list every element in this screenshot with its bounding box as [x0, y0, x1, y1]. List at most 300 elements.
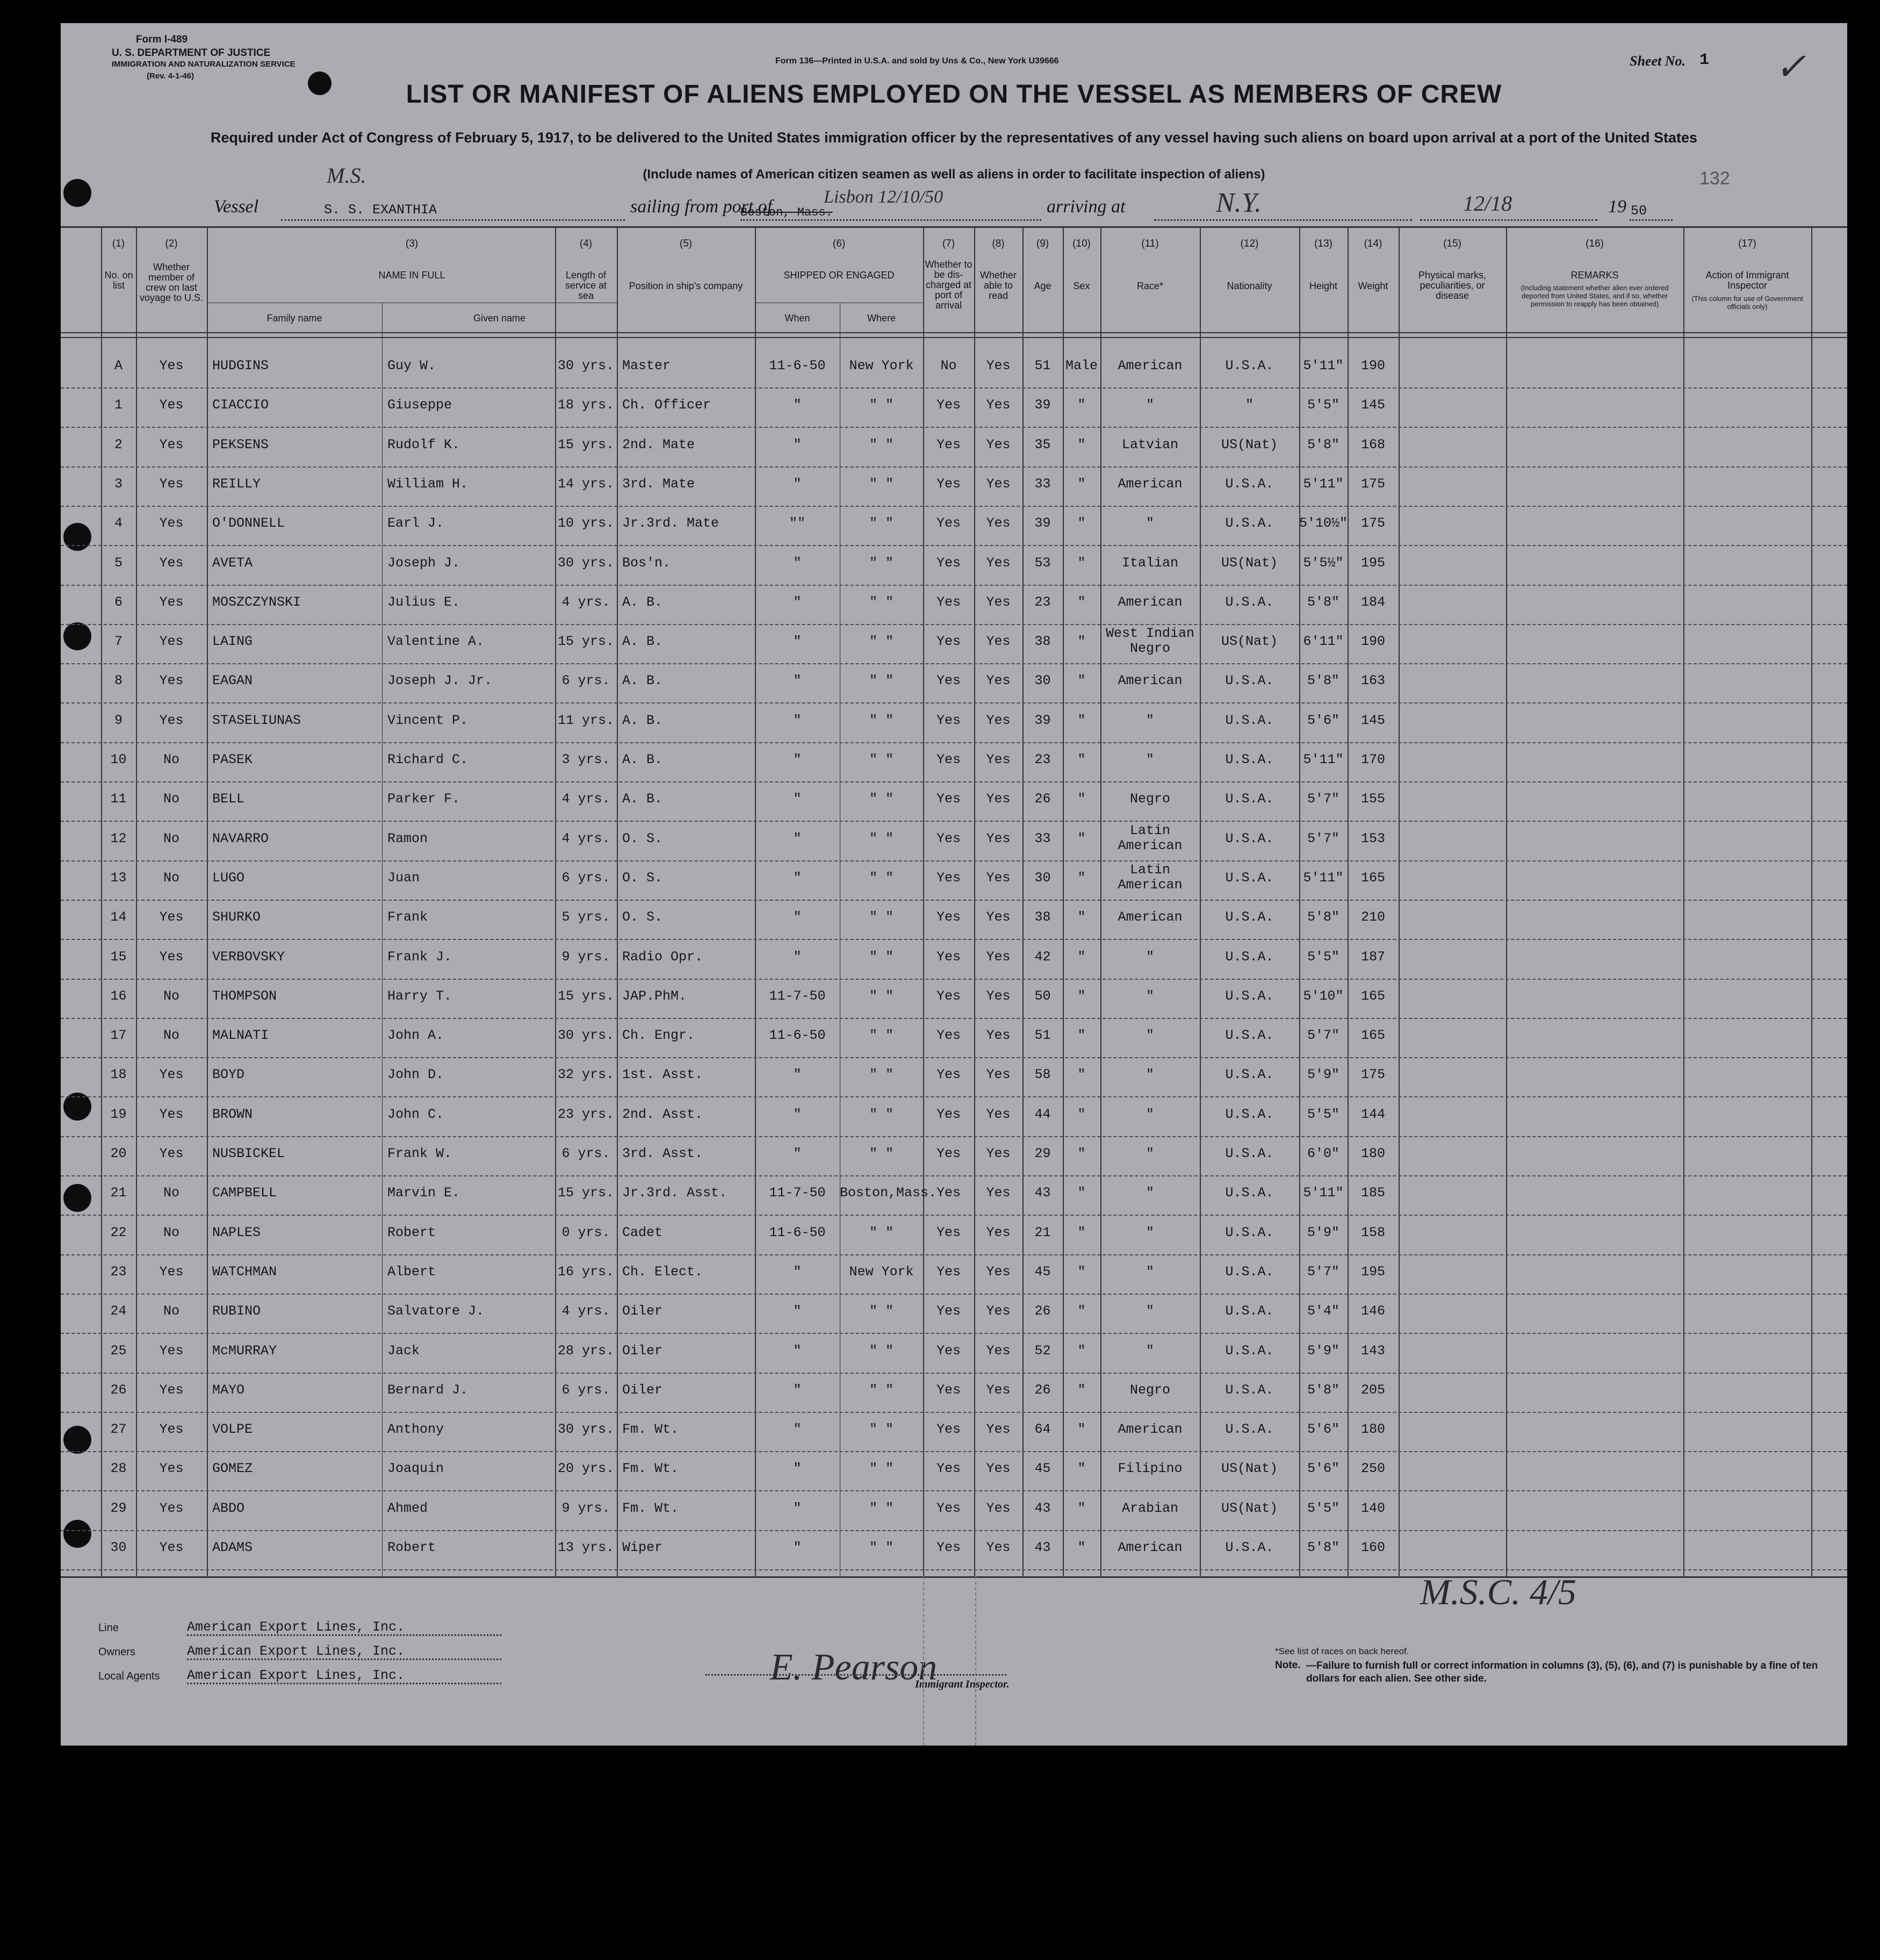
inspector-signature: E. Pearson [770, 1647, 938, 1688]
cell-given-name: William H. [387, 476, 469, 492]
cell-weight: 175 [1360, 476, 1385, 492]
cell-length-of-service: 4 yrs. [561, 594, 610, 610]
cell-sex: " [1077, 673, 1086, 689]
cell-length-of-service: 13 yrs. [557, 1540, 615, 1555]
cell-family-name: PEKSENS [212, 436, 269, 453]
cell-nationality: U.S.A. [1225, 1540, 1274, 1555]
table-row [61, 742, 1847, 782]
cell-height: 5'5½" [1303, 555, 1344, 571]
cell-position: Oiler [622, 1303, 663, 1319]
cell-nationality: U.S.A. [1225, 1067, 1274, 1083]
cell-nationality: US(Nat) [1221, 1461, 1278, 1477]
cell-given-name: Frank J. [387, 949, 452, 965]
cell-shipped-when: " [793, 870, 802, 886]
cell-prev-voyage: Yes [159, 397, 184, 413]
cell-shipped-when: 11-7-50 [769, 988, 826, 1004]
cell-length-of-service: 6 yrs. [561, 870, 610, 886]
cell-age: 26 [1034, 1303, 1051, 1319]
cell-able-to-read: Yes [986, 909, 1011, 925]
sheet-label: Sheet No. [1630, 53, 1685, 69]
cell-row-number: 23 [110, 1263, 127, 1280]
cell-given-name: Salvatore J. [387, 1303, 485, 1319]
col-header-physical: Physical marks, peculiarities, or disease [1418, 270, 1487, 301]
cell-nationality: U.S.A. [1225, 1146, 1274, 1161]
cell-race: American [1118, 1421, 1183, 1438]
table-row [61, 1018, 1847, 1058]
cell-row-number: 30 [110, 1540, 127, 1555]
cell-nationality: U.S.A. [1225, 673, 1274, 689]
cell-given-name: Rudolf K. [387, 436, 460, 453]
cell-weight: 144 [1360, 1106, 1385, 1122]
table-row [61, 348, 1847, 389]
cell-position: A. B. [622, 712, 663, 728]
col-header-shipped: SHIPPED OR ENGAGED [783, 270, 895, 281]
cell-sex: " [1077, 752, 1086, 767]
cell-shipped-where: " " [869, 1461, 894, 1477]
cell-given-name: Robert [387, 1540, 436, 1555]
cell-prev-voyage: No [163, 870, 179, 886]
cell-discharged: Yes [936, 476, 961, 492]
cell-discharged: Yes [936, 1185, 961, 1201]
cell-height: 5'5" [1307, 397, 1339, 413]
cell-nationality: U.S.A. [1225, 1224, 1274, 1240]
cell-row-number: 20 [110, 1146, 127, 1161]
cell-age: 23 [1034, 594, 1051, 610]
cell-shipped-when: 11-7-50 [769, 1185, 826, 1201]
cell-family-name: LUGO [212, 870, 245, 886]
cell-discharged: Yes [936, 1540, 961, 1555]
cell-length-of-service: 15 yrs. [557, 1185, 615, 1201]
cell-sex: " [1077, 1342, 1086, 1359]
cell-sex: " [1077, 1461, 1086, 1477]
cell-age: 51 [1034, 1028, 1051, 1044]
cell-height: 5'6" [1307, 712, 1339, 728]
cell-family-name: REILLY [212, 476, 261, 492]
cell-shipped-when: " [793, 712, 802, 728]
cell-row-number: 26 [110, 1382, 127, 1398]
inspector-label: Immigrant Inspector. [915, 1678, 1010, 1690]
cell-sex: " [1077, 830, 1086, 846]
cell-weight: 195 [1360, 555, 1385, 571]
cell-family-name: VOLPE [212, 1421, 253, 1438]
cell-height: 5'7" [1307, 1263, 1339, 1280]
cell-shipped-where: " " [869, 1382, 894, 1398]
cell-weight: 180 [1360, 1146, 1385, 1161]
cell-row-number: 19 [110, 1106, 127, 1122]
cell-weight: 184 [1360, 594, 1385, 610]
cell-nationality: U.S.A. [1225, 594, 1274, 610]
col-header-nationality: Nationality [1227, 281, 1272, 291]
table-row [61, 1294, 1847, 1334]
cell-able-to-read: Yes [986, 1224, 1011, 1240]
cell-nationality: U.S.A. [1225, 1342, 1274, 1359]
cell-given-name: Juan [387, 870, 420, 886]
cell-race: " [1146, 1028, 1154, 1044]
cell-given-name: Joseph J. Jr. [387, 673, 493, 689]
cell-shipped-when: " [793, 436, 802, 453]
cell-age: 23 [1034, 752, 1051, 767]
cell-sex: " [1077, 1303, 1086, 1319]
col-header-discharged: Whether to be dis-charged at port of arrival [925, 259, 973, 311]
cell-prev-voyage: Yes [159, 1500, 184, 1516]
cell-length-of-service: 6 yrs. [561, 1146, 610, 1161]
cell-prev-voyage: Yes [159, 1342, 184, 1359]
cell-height: 5'8" [1307, 1540, 1339, 1555]
cell-shipped-when: " [793, 909, 802, 925]
cell-family-name: MALNATI [212, 1028, 269, 1044]
edition: (Rev. 4-1-46) [147, 71, 195, 81]
table-row [61, 1254, 1847, 1295]
cell-row-number: 2 [114, 436, 123, 453]
cell-shipped-when: " [793, 949, 802, 965]
cell-shipped-when: " [793, 1500, 802, 1516]
col-header-family: Family name [266, 313, 322, 324]
table-row [61, 1097, 1847, 1137]
col-header-read: Whether able to read [979, 270, 1017, 301]
cell-age: 50 [1034, 988, 1051, 1004]
col-header-when: When [784, 313, 810, 324]
cell-nationality: U.S.A. [1225, 1382, 1274, 1398]
cell-race: " [1146, 1185, 1154, 1201]
col-header-given: Given name [473, 313, 526, 324]
cell-weight: 158 [1360, 1224, 1385, 1240]
cell-age: 21 [1034, 1224, 1051, 1240]
cell-row-number: 24 [110, 1303, 127, 1319]
cell-height: 5'11" [1303, 1185, 1344, 1201]
col-header-service: Length of service at sea [565, 270, 607, 301]
table-row [61, 1373, 1847, 1413]
cell-race: " [1146, 752, 1154, 767]
cell-race: " [1146, 988, 1154, 1004]
cell-prev-voyage: Yes [159, 436, 184, 453]
cell-race: American [1118, 594, 1183, 610]
table-row [61, 1175, 1847, 1216]
table-row [61, 387, 1847, 428]
cell-length-of-service: 5 yrs. [561, 909, 610, 925]
handwritten-annotation: M.S.C. 4/5 [1420, 1571, 1576, 1612]
cell-given-name: Albert [387, 1263, 436, 1280]
cell-able-to-read: Yes [986, 712, 1011, 728]
col-header-weight: Weight [1358, 281, 1388, 291]
cell-weight: 190 [1360, 634, 1385, 650]
cell-height: 5'7" [1307, 791, 1339, 807]
cell-family-name: HUDGINS [212, 358, 269, 374]
cell-nationality: " [1245, 397, 1254, 413]
cell-position: Jr.3rd. Mate [622, 515, 719, 532]
cell-age: 30 [1034, 870, 1051, 886]
cell-height: 5'9" [1307, 1342, 1339, 1359]
cell-age: 29 [1034, 1146, 1051, 1161]
cell-shipped-where: " " [869, 830, 894, 846]
cell-family-name: VERBOVSKY [212, 949, 285, 965]
cell-weight: 170 [1360, 752, 1385, 767]
cell-prev-voyage: No [163, 830, 179, 846]
cell-weight: 175 [1360, 1067, 1385, 1083]
cell-nationality: U.S.A. [1225, 791, 1274, 807]
cell-race: " [1146, 1146, 1154, 1161]
col-header-name: NAME IN FULL [378, 270, 445, 281]
cell-shipped-where: " " [869, 1224, 894, 1240]
cell-height: 5'9" [1307, 1224, 1339, 1240]
cell-height: 5'11" [1303, 870, 1344, 886]
cell-nationality: US(Nat) [1221, 436, 1278, 453]
cell-position: Radio Opr. [622, 949, 703, 965]
cell-height: 6'0" [1307, 1146, 1339, 1161]
line-label: Line [98, 1622, 119, 1634]
cell-shipped-where: " " [869, 634, 894, 650]
cell-weight: 205 [1360, 1382, 1385, 1398]
cell-able-to-read: Yes [986, 673, 1011, 689]
cell-prev-voyage: No [163, 1303, 179, 1319]
cell-length-of-service: 3 yrs. [561, 752, 610, 767]
cell-prev-voyage: Yes [159, 1421, 184, 1438]
vessel-hand-note: M.S. [327, 163, 366, 188]
cell-length-of-service: 9 yrs. [561, 1500, 610, 1516]
cell-position: 1st. Asst. [622, 1067, 703, 1083]
cell-age: 39 [1034, 515, 1051, 532]
cell-race: " [1146, 1303, 1154, 1319]
cell-given-name: Joaquin [387, 1461, 444, 1477]
cell-shipped-where: New York [849, 358, 914, 374]
cell-nationality: U.S.A. [1225, 909, 1274, 925]
cell-discharged: Yes [936, 1067, 961, 1083]
cell-nationality: US(Nat) [1221, 1500, 1278, 1516]
cell-given-name: John A. [387, 1028, 444, 1044]
cell-weight: 187 [1360, 949, 1385, 965]
cell-discharged: Yes [936, 988, 961, 1004]
cell-height: 5'10½" [1299, 515, 1348, 532]
cell-discharged: Yes [936, 673, 961, 689]
cell-able-to-read: Yes [986, 1263, 1011, 1280]
table-row [61, 466, 1847, 507]
owners-label: Owners [98, 1646, 135, 1658]
cell-able-to-read: Yes [986, 397, 1011, 413]
cell-shipped-when: " [793, 1106, 802, 1122]
sailing-from-hand: Lisbon 12/10/50 [824, 187, 943, 207]
cell-sex: " [1077, 555, 1086, 571]
cell-age: 35 [1034, 436, 1051, 453]
cell-length-of-service: 15 yrs. [557, 988, 615, 1004]
cell-discharged: Yes [936, 634, 961, 650]
cell-family-name: EAGAN [212, 673, 253, 689]
cell-able-to-read: Yes [986, 1500, 1011, 1516]
cell-shipped-where: " " [869, 476, 894, 492]
cell-discharged: Yes [936, 555, 961, 571]
cell-weight: 195 [1360, 1263, 1385, 1280]
cell-position: A. B. [622, 791, 663, 807]
col-header-remarks: REMARKS [1571, 270, 1619, 281]
cell-age: 64 [1034, 1421, 1051, 1438]
cell-height: 5'10" [1303, 988, 1344, 1004]
cell-prev-voyage: No [163, 1224, 179, 1240]
cell-nationality: U.S.A. [1225, 1106, 1274, 1122]
col-header-where: Where [867, 313, 896, 324]
cell-prev-voyage: No [163, 752, 179, 767]
cell-row-number: 9 [114, 712, 123, 728]
cell-given-name: Earl J. [387, 515, 444, 532]
cell-position: A. B. [622, 752, 663, 767]
cell-weight: 250 [1360, 1461, 1385, 1477]
cell-shipped-when: " [793, 555, 802, 571]
cell-height: 6'11" [1303, 634, 1344, 650]
cell-position: Oiler [622, 1342, 663, 1359]
cell-shipped-where: " " [869, 1028, 894, 1044]
penalty-note: —Failure to furnish full or correct information in columns (3), (5), (6), and (7) is punishable by a fine of ten dollars for each alien. See other side. [1306, 1660, 1818, 1684]
col-header-height: Height [1309, 281, 1338, 291]
cell-given-name: Richard C. [387, 752, 469, 767]
table-row [61, 663, 1847, 703]
cell-shipped-when: " [793, 1421, 802, 1438]
cell-nationality: U.S.A. [1225, 1185, 1274, 1201]
cell-family-name: RUBINO [212, 1303, 261, 1319]
table-row [61, 624, 1847, 664]
cell-age: 53 [1034, 555, 1051, 571]
cell-given-name: Marvin E. [387, 1185, 460, 1201]
table-row [61, 585, 1847, 625]
punch-hole [63, 179, 91, 207]
cell-row-number: 18 [110, 1067, 127, 1083]
cell-family-name: O'DONNELL [212, 515, 285, 532]
cell-position: 3rd. Asst. [622, 1146, 703, 1161]
cell-shipped-when: " [793, 752, 802, 767]
cell-age: 39 [1034, 712, 1051, 728]
cell-given-name: Jack [387, 1342, 420, 1359]
table-row [61, 1491, 1847, 1531]
cell-shipped-when: " [793, 791, 802, 807]
cell-row-number: 28 [110, 1461, 127, 1477]
cell-sex: " [1077, 1146, 1086, 1161]
cell-row-number: 27 [110, 1421, 127, 1438]
year-prefix: 19 [1608, 197, 1626, 217]
cell-discharged: Yes [936, 791, 961, 807]
printer-line: Form 136—Printed in U.S.A. and sold by Uns & Co., New York U39666 [775, 56, 1059, 66]
cell-race: " [1146, 1067, 1154, 1083]
cell-row-number: 8 [114, 673, 123, 689]
cell-discharged: No [940, 358, 957, 374]
cell-family-name: BELL [212, 791, 245, 807]
cell-given-name: Ahmed [387, 1500, 428, 1516]
cell-able-to-read: Yes [986, 1382, 1011, 1398]
cell-able-to-read: Yes [986, 1540, 1011, 1555]
cell-race: Latvian [1121, 436, 1179, 453]
cell-nationality: U.S.A. [1225, 1421, 1274, 1438]
cell-discharged: Yes [936, 594, 961, 610]
table-row [61, 545, 1847, 586]
cell-sex: " [1077, 870, 1086, 886]
cell-sex: " [1077, 594, 1086, 610]
cell-nationality: U.S.A. [1225, 830, 1274, 846]
cell-row-number: 7 [114, 634, 123, 650]
cell-prev-voyage: Yes [159, 1540, 184, 1555]
cell-weight: 153 [1360, 830, 1385, 846]
cell-shipped-where: " " [869, 791, 894, 807]
cell-position: A. B. [622, 594, 663, 610]
cell-discharged: Yes [936, 515, 961, 532]
cell-position: Fm. Wt. [622, 1421, 679, 1438]
cell-able-to-read: Yes [986, 1461, 1011, 1477]
cell-prev-voyage: Yes [159, 555, 184, 571]
cell-race: Negro [1129, 1382, 1170, 1398]
cell-discharged: Yes [936, 1382, 961, 1398]
cell-shipped-when: " [793, 1540, 802, 1555]
cell-given-name: Vincent P. [387, 712, 469, 728]
cell-race: " [1146, 1263, 1154, 1280]
cell-discharged: Yes [936, 1342, 961, 1359]
cell-nationality: U.S.A. [1225, 358, 1274, 374]
cell-length-of-service: 15 yrs. [557, 436, 615, 453]
cell-family-name: McMURRAY [212, 1342, 277, 1359]
cell-weight: 160 [1360, 1540, 1385, 1555]
cell-family-name: THOMPSON [212, 988, 277, 1004]
cell-age: 45 [1034, 1461, 1051, 1477]
cell-race: " [1146, 949, 1154, 965]
cell-sex: " [1077, 1067, 1086, 1083]
table-row [61, 1136, 1847, 1176]
cell-length-of-service: 9 yrs. [561, 949, 610, 965]
cell-length-of-service: 4 yrs. [561, 830, 610, 846]
cell-discharged: Yes [936, 1421, 961, 1438]
cell-discharged: Yes [936, 1303, 961, 1319]
cell-race: " [1146, 397, 1154, 413]
cell-shipped-when: " [793, 1263, 802, 1280]
cell-able-to-read: Yes [986, 830, 1011, 846]
cell-race: American [1118, 673, 1183, 689]
cell-discharged: Yes [936, 1146, 961, 1161]
cell-given-name: Harry T. [387, 988, 452, 1004]
cell-nationality: U.S.A. [1225, 1028, 1274, 1044]
cell-row-number: 22 [110, 1224, 127, 1240]
races-note: *See list of races on back hereof. [1275, 1646, 1409, 1656]
cell-height: 5'8" [1307, 594, 1339, 610]
cell-shipped-where: " " [869, 870, 894, 886]
cell-shipped-when: " [793, 830, 802, 846]
cell-age: 26 [1034, 791, 1051, 807]
cell-given-name: Anthony [387, 1421, 444, 1438]
cell-length-of-service: 0 yrs. [561, 1224, 610, 1240]
cell-shipped-when: 11-6-50 [769, 1028, 826, 1044]
cell-height: 5'5" [1307, 1106, 1339, 1122]
cell-sex: " [1077, 988, 1086, 1004]
cell-shipped-when: " [793, 673, 802, 689]
cell-shipped-where: " " [869, 594, 894, 610]
col-header-action-sub: (This column for use of Government officials only) [1691, 295, 1803, 311]
cell-prev-voyage: Yes [159, 1382, 184, 1398]
cell-prev-voyage: Yes [159, 909, 184, 925]
cell-family-name: GOMEZ [212, 1461, 253, 1477]
cell-family-name: CAMPBELL [212, 1185, 277, 1201]
form-subtitle: Required under Act of Congress of February 5, 1917, to be delivered to the United States immigration officer by the representatives of any vessel having such aliens on board upon arrival at a port of the United States [210, 130, 1698, 146]
cell-race: Latin American [1118, 861, 1183, 893]
cell-age: 52 [1034, 1342, 1051, 1359]
cell-shipped-when: " [793, 1067, 802, 1083]
cell-shipped-where: " " [869, 909, 894, 925]
cell-row-number: 3 [114, 476, 123, 492]
cell-discharged: Yes [936, 1263, 961, 1280]
cell-family-name: NAPLES [212, 1224, 261, 1240]
sheet-number: 1 [1699, 51, 1710, 69]
cell-row-number: 10 [110, 752, 127, 767]
cell-family-name: BROWN [212, 1106, 253, 1122]
cell-able-to-read: Yes [986, 1303, 1011, 1319]
cell-race: " [1146, 515, 1154, 532]
cell-position: Bos'n. [622, 555, 671, 571]
cell-prev-voyage: Yes [159, 673, 184, 689]
cell-length-of-service: 30 yrs. [557, 555, 615, 571]
cell-age: 43 [1034, 1185, 1051, 1201]
line-value: American Export Lines, Inc. [187, 1619, 405, 1635]
cell-race: Negro [1129, 791, 1170, 807]
cell-race: Latin American [1118, 822, 1183, 853]
